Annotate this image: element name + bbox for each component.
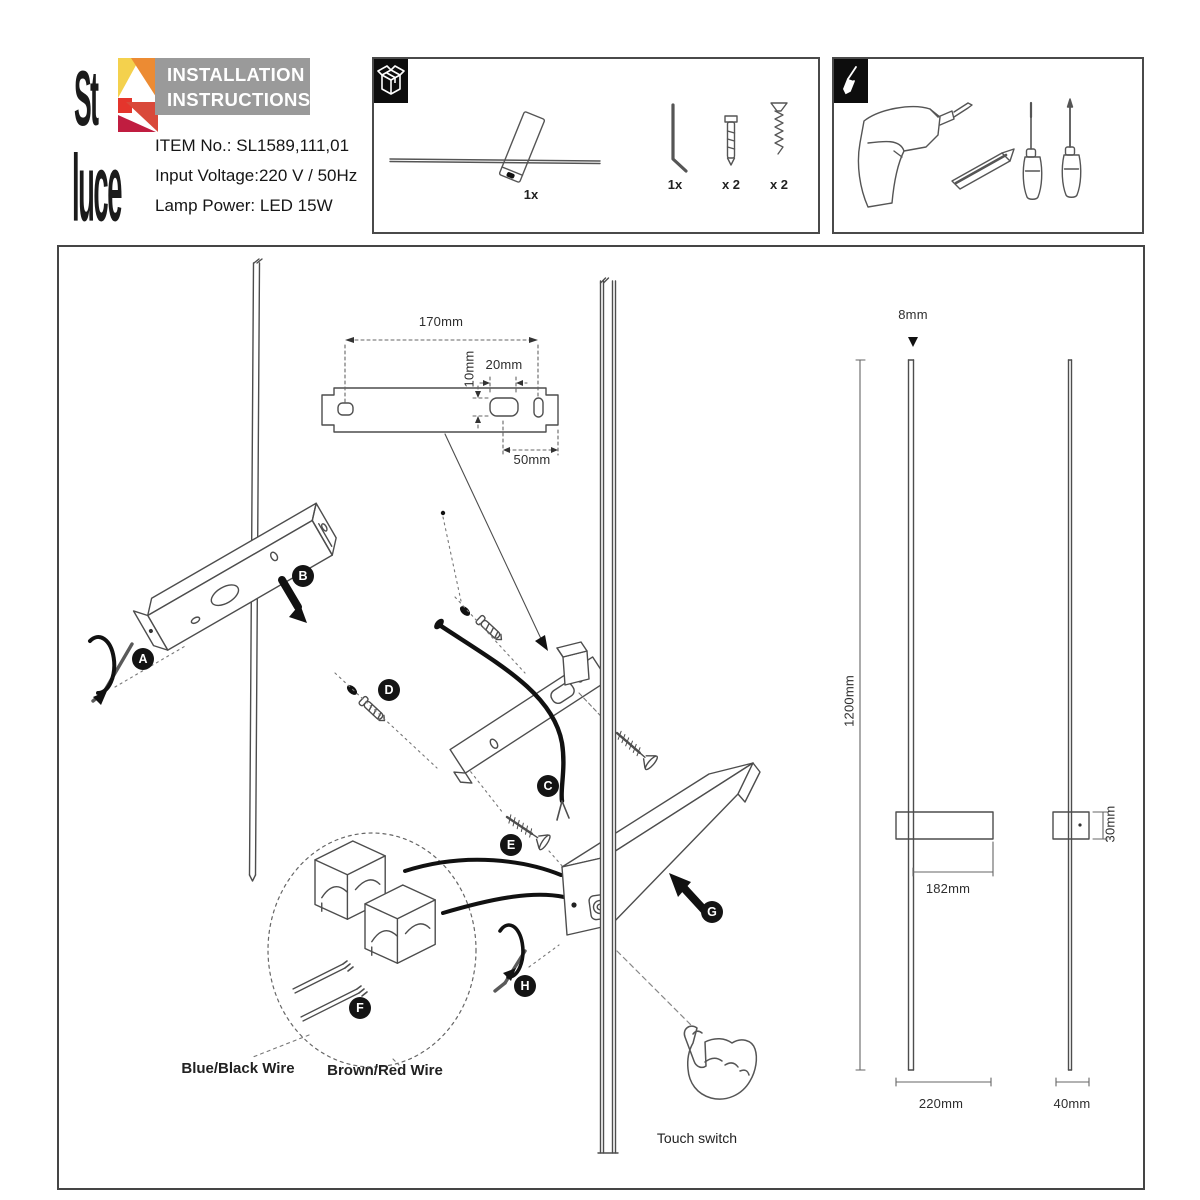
step-badge-d: D [378,679,400,701]
logo-text-luce: luce [72,138,121,243]
dim-bracket-width: 170mm [418,314,464,329]
step-badge-a: A [132,648,154,670]
input-voltage: Input Voltage:220 V / 50Hz [155,166,358,185]
dim-bracket-offset: 50mm [513,452,551,467]
dim-bracket-slot-height: 10mm [461,350,477,388]
dim-front-width: 220mm [918,1096,964,1111]
lamp-qty: 1x [523,187,539,202]
logo-color-mosaic [118,58,158,132]
dim-bracket-height: 30mm [1102,805,1118,843]
title-line-1: INSTALLATION [167,64,305,85]
touch-switch-label: Touch switch [656,1130,738,1146]
dim-bracket-slot-width: 20mm [485,357,523,372]
main-diagram-art [57,245,1141,1186]
wall-plug-qty: x 2 [721,177,741,192]
item-number: ITEM No.: SL1589,111,01 [155,136,350,155]
dim-pole-diameter: 8mm [898,307,928,322]
wire-label-brown-red: Brown/Red Wire [327,1062,443,1079]
step-badge-b: B [292,565,314,587]
step-badge-h: H [514,975,536,997]
wire-label-blue-black: Blue/Black Wire [181,1060,295,1077]
screw-qty: x 2 [769,177,789,192]
package-contents-box [372,57,820,234]
tools-box [832,57,1144,234]
hex-key-qty: 1x [667,177,683,192]
title-box [155,58,310,115]
step-badge-g: G [701,901,723,923]
tools-art [834,59,1142,232]
step-badge-e: E [500,834,522,856]
logo-text-st: St [74,56,98,144]
lamp-power: Lamp Power: LED 15W [155,196,333,215]
package-contents-art [374,59,818,232]
title-line-2: INSTRUCTIONS [167,89,311,110]
step-badge-f: F [349,997,371,1019]
item-info [155,131,357,221]
dim-side-depth: 40mm [1053,1096,1091,1111]
logo-triangle-orange [131,58,158,100]
dim-arm-length: 182mm [925,881,971,896]
dim-height: 1200mm [841,675,857,727]
step-badge-c: C [537,775,559,797]
